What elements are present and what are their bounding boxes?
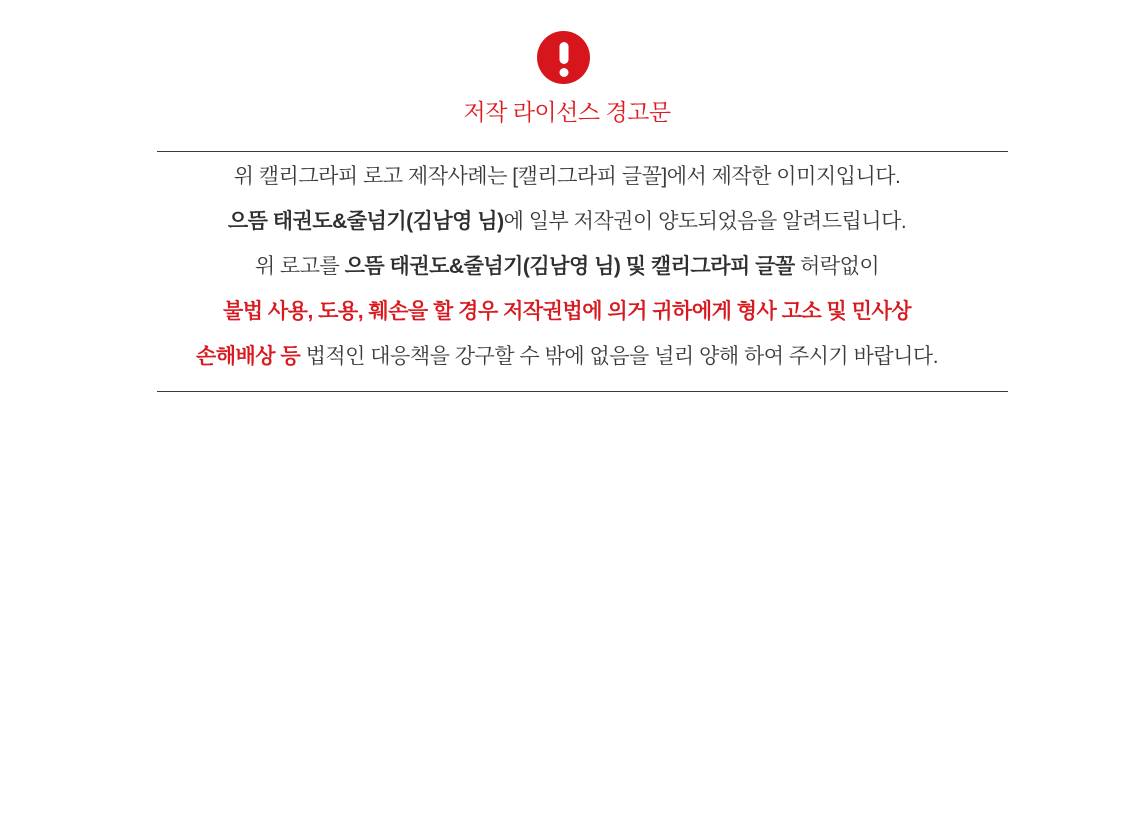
warning-title: 저작 라이선스 경고문 [463, 99, 671, 125]
text-segment-red: 불법 사용, 도용, 훼손을 할 경우 저작권법에 의거 귀하에게 형사 고소 및 민사상 [222, 300, 912, 323]
exclamation-circle-icon [537, 31, 590, 84]
notice-line-4 [0, 289, 1134, 334]
notice-line-2 [0, 199, 1134, 244]
notice-line-5 [0, 334, 1134, 379]
text-segment-bold: 으뜸 태권도&줄넘기(김남영 님) 및 캘리그라피 글꼴 [344, 255, 795, 278]
text-segment-bold: 으뜸 태권도&줄넘기(김남영 님) [227, 210, 504, 233]
exclamation-dot [559, 68, 568, 77]
text-segment: 허락없이 [794, 255, 880, 278]
notice-line-1 [0, 154, 1134, 199]
text-segment: 법적인 대응책을 강구할 수 밖에 없음을 널리 양해 하여 주시기 바랍니다. [305, 345, 939, 368]
notice-body [0, 154, 1134, 379]
text-segment: 에 일부 저작권이 양도되었음을 알려드립니다. [503, 210, 907, 233]
bottom-divider [157, 391, 1008, 392]
top-divider [157, 151, 1008, 152]
text-segment-red: 손해배상 등 [195, 345, 306, 368]
exclamation-bar [559, 42, 568, 64]
notice-line-3 [0, 244, 1134, 289]
text-segment: 위 로고를 [254, 255, 345, 278]
text-segment: 위 캘리그라피 로고 제작사례는 [캘리그라피 글꼴]에서 제작한 이미지입니다. [233, 165, 901, 188]
